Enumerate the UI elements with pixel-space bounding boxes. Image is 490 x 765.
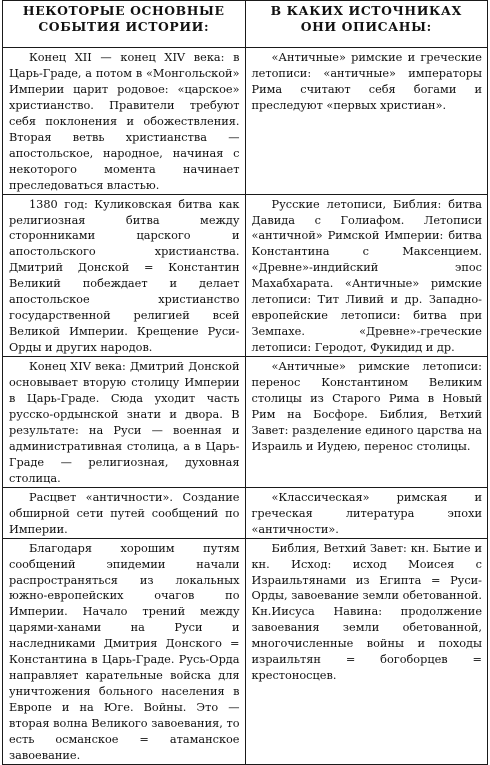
- table-header-row: [3, 1, 488, 48]
- table-row: [3, 48, 488, 195]
- table-row: [3, 487, 488, 538]
- table-row: [3, 538, 488, 764]
- sources-cell: «Классическая» римская и греческая литература эпохи «античности».: [245, 487, 488, 538]
- header-events-line-2: СОБЫТИЯ ИСТОРИИ:: [38, 19, 210, 34]
- event-cell: Расцвет «античности». Создание обширной сети путей сообщений по Империи.: [3, 487, 246, 538]
- table-row: [3, 194, 488, 357]
- event-cell: Конец XIV века: Дмитрий Донской основывает вторую столицу Империи в Царь-Граде. Сюда уходит часть русско-ордынской знати и двора. В результате: на Руси — военная и административная столица, а в Царь-Граде — религиозная, духовная столица.: [3, 357, 246, 488]
- sources-cell: Библия, Ветхий Завет: кн. Бытие и кн. Исход: исход Моисея с Израильтянами из Египта = Руси-Орды, завоевание земли обетованной. Кн.Иисуса Навина: продолжение завоевания земли обетованной, многочисленные войны и походы израильтян = богоборцев = крестоносцев.: [245, 538, 488, 764]
- event-cell: 1380 год: Куликовская битва как религиозная битва между сторонниками царского и апостольского христианства. Дмитрий Донской = Константин Великий побеждает и делает апостольское христианство государственной религией всей Великой Империи. Крещение Руси-Орды и других народов.: [3, 194, 246, 357]
- header-events-line-1: НЕКОТОРЫЕ ОСНОВНЫЕ: [22, 3, 225, 18]
- header-events: [3, 1, 246, 48]
- history-events-table: [2, 0, 488, 765]
- event-cell: Конец XII — конец XIV века: в Царь-Граде, а потом в «Монгольской» Империи царит родовое: «царское» христианство. Правители требуют себя поклонения и обожествления. Вторая ветвь христианства — апостольское, народное, начиная с некоторого момента начинает преследоваться властью.: [3, 48, 246, 195]
- header-sources: [245, 1, 488, 48]
- header-sources-line-1: В КАКИХ ИСТОЧНИКАХ: [270, 3, 462, 18]
- sources-cell: Русские летописи, Библия: битва Давида с Голиафом. Летописи «античной» Римской Империи: битва Константина с Максенцием. «Древне»-индийский эпос Махабхарата. «Античные» римские летописи: Тит Ливий и др. Западно-европейские летописи: битва при Земпахе. «Древне»-греческие летописи: Геродот, Фукидид и др.: [245, 194, 488, 357]
- header-sources-line-2: ОНИ ОПИСАНЫ:: [300, 19, 432, 34]
- sources-cell: «Античные» римские и греческие летописи: «античные» императоры Рима считают себя богами и преследуют «первых христиан».: [245, 48, 488, 195]
- sources-cell: «Античные» римские летописи: перенос Константином Великим столицы из Старого Рима в Новый Рим на Босфоре. Библия, Ветхий Завет: разделение единого царства на Израиль и Иудею, перенос столицы.: [245, 357, 488, 488]
- event-cell: Благодаря хорошим путям сообщений эпидемии начали распространяться из локальных южно-европейских очагов по Империи. Начало трений между царями-ханами на Руси и наследниками Дмитрия Донского = Константина в Царь-Граде. Русь-Орда направляет карательные войска для уничтожения больного населения в Европе и на Юге. Войны. Это — вторая волна Великого завоевания, то есть османское = атаманское завоевание.: [3, 538, 246, 764]
- table-row: [3, 357, 488, 488]
